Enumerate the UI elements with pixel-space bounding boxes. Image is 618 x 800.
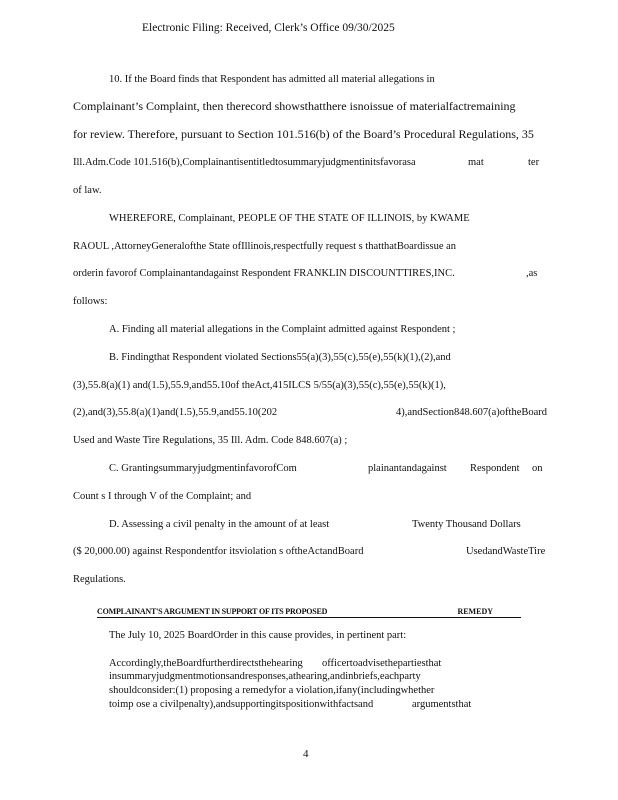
wherefore-line-1: WHEREFORE, Complainant, PEOPLE OF THE STATE OF ILLINOIS, by KWAME bbox=[109, 213, 470, 224]
item-a: A. Finding all material allegations in the Complaint admitted against Respondent ; bbox=[109, 324, 456, 335]
item-b-line-1: B. Findingthat Respondent violated Sections55(a)(3),55(c),55(e),55(k)(1),(2),and bbox=[109, 352, 451, 363]
quote-line-2: insummaryjudgmentmotionsandresponses,athearing,andinbriefs,eachparty bbox=[109, 671, 421, 682]
paragraph-10-line-5: of law. bbox=[73, 185, 102, 196]
fragment-mat: mat bbox=[468, 157, 484, 168]
board-order-intro: The July 10, 2025 BoardOrder in this cause provides, in pertinent part: bbox=[109, 630, 407, 641]
item-d-line-1: D. Assessing a civil penalty in the amount of at least bbox=[109, 519, 330, 530]
fragment-respondent: Respondent bbox=[470, 463, 520, 474]
wherefore-line-3: orderin favorof Complainantandagainst Respondent FRANKLIN DISCOUNTTIRES,INC. bbox=[73, 268, 455, 279]
quote-line-1: Accordingly,theBoardfurtherdirectsthehearing bbox=[109, 658, 303, 669]
paragraph-10-line-3: for review. Therefore, pursuant to Section 101.516(b) of the Board’s Procedural Regulations, 35 bbox=[73, 127, 534, 141]
section-heading bbox=[97, 603, 521, 618]
item-b-line-2: (3),55.8(a)(1) and(1.5),55.9,and55.10of theAct,415ILCS 5/55(a)(3),55(c),55(e),55(k)(1), bbox=[73, 380, 446, 391]
wherefore-line-2: RAOUL ,AttorneyGeneralofthe State ofIllinois,respectfully request s thatthatBoardissue an bbox=[73, 241, 457, 252]
fragment-as: ,as bbox=[526, 268, 538, 279]
quote-line-4: toimp ose a civilpenalty),andsupportingitspositionwithfactsand bbox=[109, 699, 374, 710]
item-b-line-3: (2),and(3),55.8(a)(1)and(1.5),55.9,and55.10(202 bbox=[73, 407, 278, 418]
filing-header: Electronic Filing: Received, Clerk’s Office 09/30/2025 bbox=[142, 22, 395, 34]
section-heading-text: COMPLAINANT'S ARGUMENT IN SUPPORT OF ITS PROPOSED bbox=[97, 607, 328, 616]
item-b-line-4: Used and Waste Tire Regulations, 35 Ill. Adm. Code 848.607(a) ; bbox=[73, 435, 348, 446]
item-c-line-1: C. GrantingsummaryjudgmentinfavorofCom bbox=[109, 463, 297, 474]
section-heading-remedy: REMEDY bbox=[457, 607, 493, 616]
page-number: 4 bbox=[303, 748, 309, 760]
item-c-line-2: Count s I through V of the Complaint; and bbox=[73, 491, 252, 502]
fragment-section-848: 4),andSection848.607(a)oftheBoard bbox=[396, 407, 548, 418]
fragment-on: on bbox=[532, 463, 543, 474]
fragment-twenty-thousand: Twenty Thousand Dollars bbox=[412, 519, 521, 530]
fragment-officer: officertoadvisethepartiesthat bbox=[322, 658, 442, 669]
fragment-plainant: plainantandagainst bbox=[368, 463, 447, 474]
fragment-used-waste: UsedandWasteTire bbox=[466, 546, 546, 557]
wherefore-line-4: follows: bbox=[73, 296, 108, 307]
paragraph-10-line-2: Complainant’s Complaint, then therecord showsthatthere isnoissue of materialfactremaining bbox=[73, 99, 516, 113]
fragment-arguments: argumentsthat bbox=[412, 699, 472, 710]
quote-line-3: shouldconsider:(1) proposing a remedyfor a violation,ifany(includingwhether bbox=[109, 685, 435, 696]
fragment-ter: ter bbox=[528, 157, 540, 168]
item-d-line-2: ($ 20,000.00) against Respondentfor itsviolation s oftheActandBoard bbox=[73, 546, 364, 557]
item-d-line-3: Regulations. bbox=[73, 574, 126, 585]
paragraph-10-line-1: 10. If the Board finds that Respondent has admitted all material allegations in bbox=[109, 74, 435, 85]
paragraph-10-line-4: Ill.Adm.Code 101.516(b),Complainantisentitledtosummaryjudgmentinitsfavorasa bbox=[73, 157, 416, 168]
